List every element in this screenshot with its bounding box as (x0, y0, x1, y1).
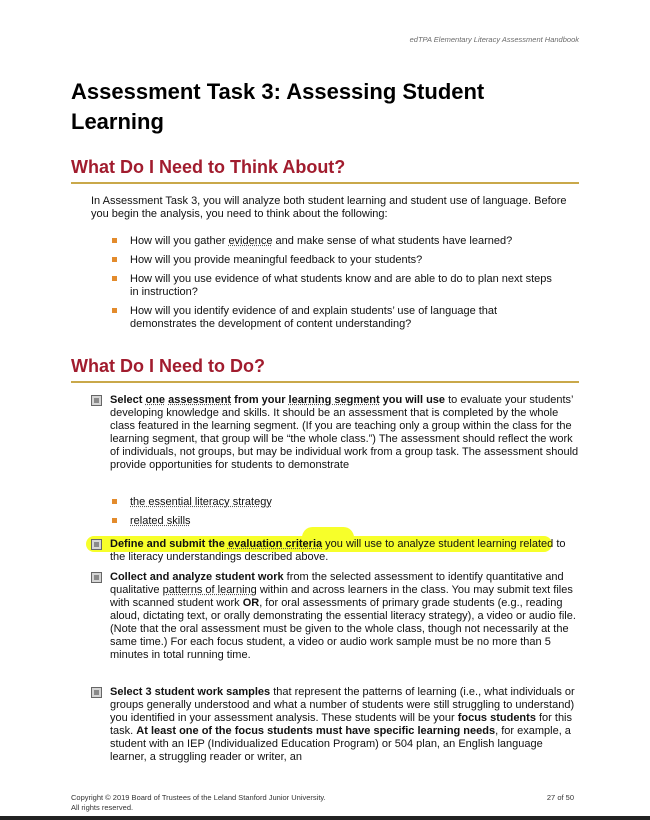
task-item-collect-work: Collect and analyze student work from the selected assessment to identify quantitative and qualitative patterns of learning within and across learners in the class. You may submit text files with scanned student work OR, for oral assessments of primary grade students (e.g., reading aloud, dictating text, or orally demonstrating the essential literacy strategy), a video or audio file. (Note that the oral assessment must be given to the whole class, though not necessarily at the same time.) For each focus student, a video or audio work sample must be no more than 5 minutes in total running time. (91, 571, 579, 662)
bullet-icon (112, 276, 117, 281)
bullet-icon (112, 499, 117, 504)
page-title: Assessment Task 3: Assessing Student Learning (71, 79, 485, 134)
bullet-icon (112, 518, 117, 523)
task-item-work-samples: Select 3 student work samples that represent the patterns of learning (i.e., what individuals or groups generally understood and what a number of students were still struggling to understand) you identified in your assessment analysis. These students will be your focus students for this task. At least one of the focus students must have specific learning needs, for example, a student with an IEP (Individualized Education Program) or 504 plan, an English language learner, a struggling reader or writer, an (91, 686, 579, 764)
list-item: related skills (112, 515, 412, 528)
section-heading-do: What Do I Need to Do? (71, 356, 579, 383)
task-item-evaluation-criteria: Define and submit the evaluation criteria you will use to analyze student learning related to the literacy understandings described above. (91, 538, 579, 564)
list-item: How will you gather evidence and make sense of what students have learned? (112, 235, 562, 248)
running-header: edTPA Elementary Literacy Assessment Handbook (409, 35, 579, 44)
list-item: the essential literacy strategy (112, 496, 412, 509)
section-heading-think: What Do I Need to Think About? (71, 157, 579, 184)
bullet-icon (112, 308, 117, 313)
viewer-bottom-bar (0, 816, 650, 820)
footer-copyright: Copyright © 2019 Board of Trustees of the Leland Stanford Junior University. All rights reserved. (71, 793, 326, 812)
think-bullet-list (112, 235, 562, 337)
list-item: How will you identify evidence of and explain students’ use of language that demonstrates the development of content understanding? (112, 305, 562, 331)
checkbox-icon (91, 395, 102, 406)
list-item: How will you provide meaningful feedback to your students? (112, 254, 562, 267)
checkbox-icon (91, 687, 102, 698)
assessment-sub-list (112, 496, 412, 534)
task-item-select-assessment: Select one assessment from your learning segment you will use to evaluate your students’ developing knowledge and skills. It should be an assessment that is completed by the whole class featured in the learning segment. (If you are teaching only a group within the class for the learning segment, that group will be “the whole class.”) The assessment should reflect the work of individuals, not groups, but may be individual work from a group task. The assessment should provide opportunities for students to demonstrate (91, 394, 579, 472)
checkbox-icon (91, 539, 102, 550)
page-number: 27 of 50 (546, 793, 574, 802)
bullet-icon (112, 257, 117, 262)
list-item: How will you use evidence of what students know and are able to do to plan next steps in instruction? (112, 273, 562, 299)
intro-paragraph: In Assessment Task 3, you will analyze both student learning and student use of language. Before you begin the analysis, you need to think about the following: (91, 195, 567, 220)
checkbox-icon (91, 572, 102, 583)
bullet-icon (112, 238, 117, 243)
